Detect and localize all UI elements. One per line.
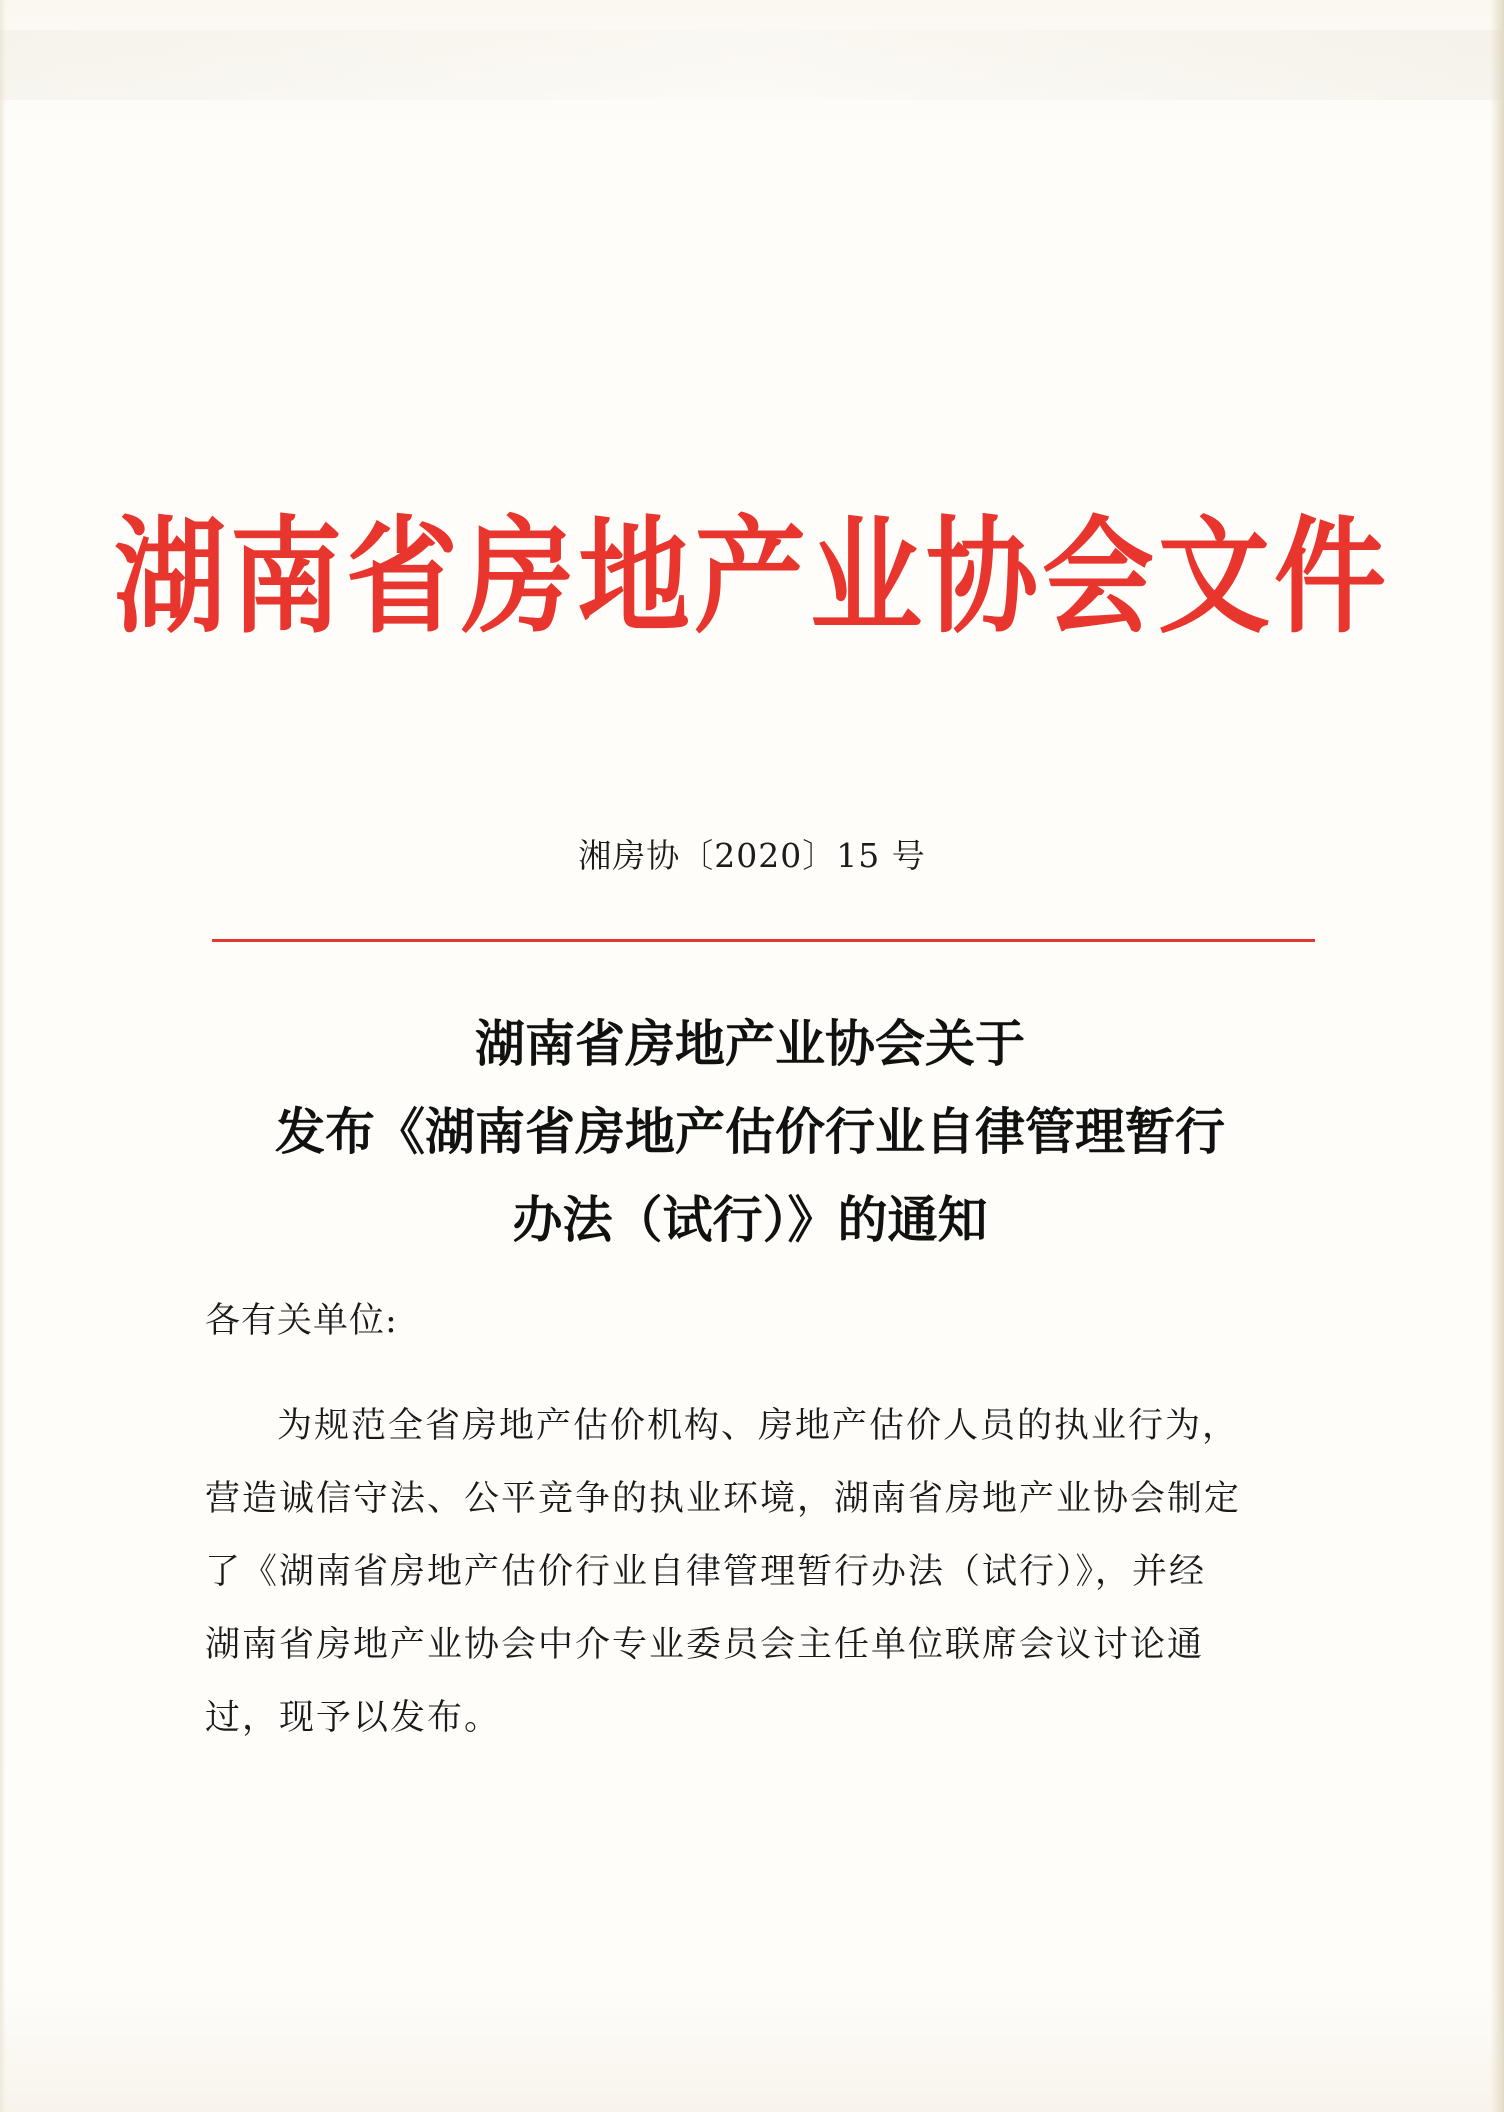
- body-line: 了《湖南省房地产估价行业自律管理暂行办法（试行）》，并经: [205, 1552, 1207, 1592]
- salutation: 各有关单位:: [205, 1301, 398, 1341]
- scan-edge-right: [1490, 0, 1504, 2112]
- body-line: 过，现予以发布。: [205, 1698, 502, 1738]
- body-line: 为规范全省房地产估价机构、房地产估价人员的执业行为，: [277, 1406, 1240, 1446]
- body-line: 营造诚信守法、公平竞争的执业环境，湖南省房地产业协会制定: [205, 1479, 1242, 1519]
- notice-title-line-3: 办法（试行）》的通知: [512, 1190, 988, 1249]
- notice-title: [150, 1000, 1350, 1264]
- notice-title-line-2: 发布《湖南省房地产估价行业自律管理暂行: [275, 1102, 1225, 1161]
- red-divider-line: [212, 939, 1315, 942]
- masthead-title: 湖南省房地产业协会文件: [114, 504, 1390, 651]
- body-paragraph: [205, 1390, 1300, 1755]
- scan-edge-left: [0, 0, 6, 2112]
- document-number: 湘房协〔2020〕15 号: [578, 836, 926, 875]
- notice-title-line-1: 湖南省房地产业协会关于: [475, 1014, 1025, 1073]
- body-line: 湖南省房地产业协会中介专业委员会主任单位联席会议讨论通: [205, 1625, 1205, 1665]
- scan-smudge: [0, 30, 1504, 100]
